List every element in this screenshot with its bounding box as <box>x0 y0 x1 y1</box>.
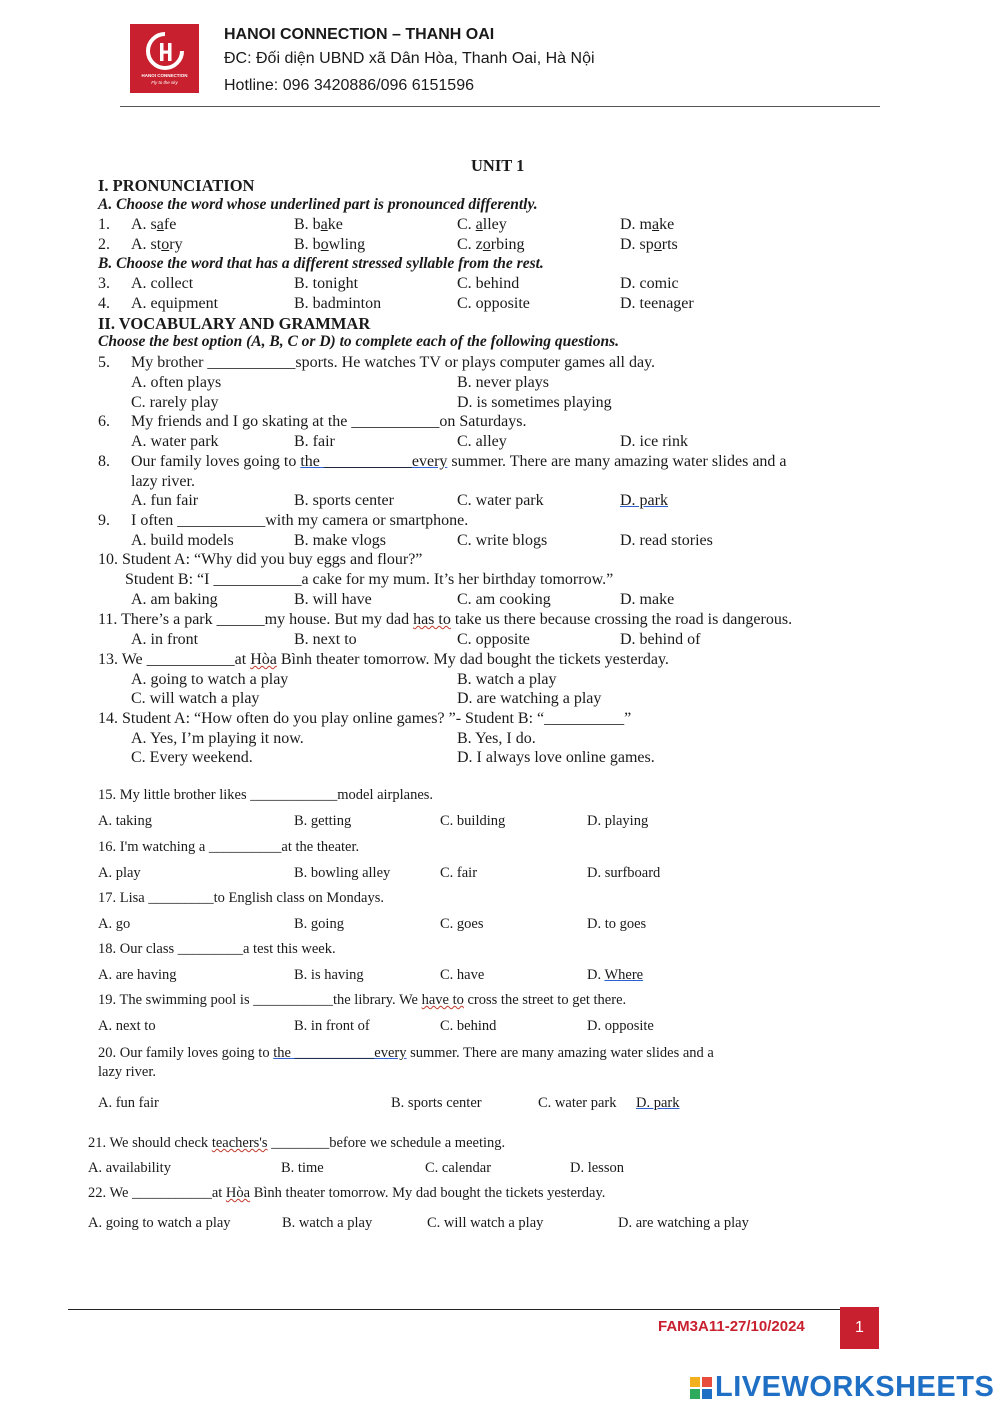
option-a[interactable]: A. fun fair <box>131 492 199 509</box>
question-text-line2: Student B: “I ___________a cake for my mum. It’s her birthday tomorrow.” <box>125 571 614 588</box>
option-d[interactable]: D. ice rink <box>620 433 688 450</box>
option-a[interactable]: A. are having <box>98 967 177 983</box>
option-c[interactable]: C. am cooking <box>457 591 551 608</box>
option-a[interactable]: A. fun fair <box>98 1095 159 1111</box>
option-a[interactable]: A. going to watch a play <box>131 671 289 688</box>
option-b[interactable]: B. bowling alley <box>294 865 391 881</box>
option-d[interactable]: D. comic <box>620 275 679 292</box>
company-logo <box>130 24 199 93</box>
option-b[interactable]: B. watch a play <box>282 1215 373 1231</box>
option-c[interactable]: C. rarely play <box>131 394 219 411</box>
option-b[interactable]: B. getting <box>294 813 352 829</box>
page-number: 1 <box>840 1307 879 1349</box>
option-a[interactable]: A. going to watch a play <box>88 1215 231 1231</box>
option-b[interactable]: B. badminton <box>294 295 382 312</box>
option-c[interactable]: C. alley <box>457 433 507 450</box>
question-number: 1. <box>98 216 110 233</box>
option-a[interactable]: A. build models <box>131 532 234 549</box>
question-number: 5. <box>98 354 110 371</box>
option-d[interactable]: D. read stories <box>620 532 713 549</box>
question-text: 18. Our class _________a test this week. <box>98 941 336 957</box>
question-number: 8. <box>98 453 110 470</box>
liveworksheets-wordmark: LIVEWORKSHEETS <box>715 1371 995 1403</box>
question-text-line2: lazy river. <box>98 1064 156 1080</box>
section-vocab: II. VOCABULARY AND GRAMMAR <box>98 314 371 333</box>
header-address: ĐC: Đối diện UBND xã Dân Hòa, Thanh Oai, Hà Nội <box>224 50 595 67</box>
option-d[interactable]: D. teenager <box>620 295 694 312</box>
option-c[interactable]: C. zorbing <box>457 236 525 253</box>
question-text: 20. Our family loves going to the ___________every summer. There are many amazing water slides and a <box>98 1045 714 1061</box>
option-a[interactable]: A. go <box>98 916 131 932</box>
option-d[interactable]: D. make <box>620 216 675 233</box>
option-c[interactable]: C. fair <box>440 865 478 881</box>
option-d[interactable]: D. make <box>620 591 675 608</box>
option-d[interactable]: D. sports <box>620 236 678 253</box>
option-a[interactable]: A. often plays <box>131 374 222 391</box>
option-a[interactable]: A. play <box>98 865 141 881</box>
instruction-b: B. Choose the word that has a different stressed syllable from the rest. <box>98 255 544 272</box>
option-a[interactable]: A. am baking <box>131 591 218 608</box>
question-text: 17. Lisa _________to English class on Mondays. <box>98 890 384 906</box>
option-b[interactable]: B. in front of <box>294 1018 370 1034</box>
option-d[interactable]: D. I always love online games. <box>457 749 655 766</box>
option-d[interactable]: D. playing <box>587 813 649 829</box>
option-c[interactable]: C. write blogs <box>457 532 548 549</box>
option-b[interactable]: B. Yes, I do. <box>457 730 536 747</box>
question-text: 16. I'm watching a __________at the theater. <box>98 839 360 855</box>
option-d[interactable]: D. are watching a play <box>457 690 602 707</box>
option-b[interactable]: B. bowling <box>294 236 366 253</box>
option-c[interactable]: C. behind <box>440 1018 497 1034</box>
option-d[interactable]: D. opposite <box>587 1018 654 1034</box>
option-c[interactable]: C. alley <box>457 216 507 233</box>
section-pronunciation: I. PRONUNCIATION <box>98 176 255 195</box>
option-b[interactable]: B. bake <box>294 216 343 233</box>
option-b[interactable]: B. watch a play <box>457 671 557 688</box>
option-c[interactable]: C. will watch a play <box>131 690 260 707</box>
logo-name: HANOI CONNECTION <box>141 73 188 78</box>
option-d[interactable]: D. surfboard <box>587 865 661 881</box>
option-c[interactable]: C. have <box>440 967 485 983</box>
logo-slogan: Fly to the sky <box>151 80 178 85</box>
question-text: 22. We ___________at Hòa Bình theater tomorrow. My dad bought the tickets yesterday. <box>88 1185 606 1201</box>
question-text: 10. Student A: “Why did you buy eggs and flour?” <box>98 551 423 568</box>
option-a[interactable]: A. next to <box>98 1018 156 1034</box>
option-d[interactable]: D. Where <box>587 967 644 983</box>
header-title: HANOI CONNECTION – THANH OAI <box>224 26 495 43</box>
option-c[interactable]: C. behind <box>457 275 520 292</box>
option-a[interactable]: A. collect <box>131 275 194 292</box>
option-b[interactable]: B. tonight <box>294 275 359 292</box>
question-text: 13. We ___________at Hòa Bình theater tomorrow. My dad bought the tickets yesterday. <box>98 651 669 668</box>
option-c[interactable]: C. Every weekend. <box>131 749 253 766</box>
option-a[interactable]: A. availability <box>88 1160 171 1176</box>
option-c[interactable]: C. calendar <box>425 1160 492 1176</box>
option-c[interactable]: C. will watch a play <box>427 1215 544 1231</box>
option-c[interactable]: C. goes <box>440 916 484 932</box>
question-number: 6. <box>98 413 110 430</box>
instruction-a: A. Choose the word whose underlined part is pronounced differently. <box>98 196 538 213</box>
question-text: My brother ___________sports. He watches TV or plays computer games all day. <box>131 354 656 371</box>
option-a[interactable]: A. Yes, I’m playing it now. <box>131 730 304 747</box>
question-text: I often ___________with my camera or smartphone. <box>131 512 469 529</box>
header-divider <box>120 106 880 107</box>
question-number: 2. <box>98 236 110 253</box>
unit-title: UNIT 1 <box>471 156 525 175</box>
instruction-c: Choose the best option (A, B, C or D) to complete each of the following questions. <box>98 333 619 350</box>
option-b[interactable]: B. sports center <box>294 492 394 509</box>
option-a[interactable]: A. in front <box>131 631 199 648</box>
option-b[interactable]: B. never plays <box>457 374 549 391</box>
option-a[interactable]: A. taking <box>98 813 152 829</box>
option-c[interactable]: C. water park <box>457 492 544 509</box>
option-a[interactable]: A. safe <box>131 216 177 233</box>
option-d[interactable]: D. park <box>636 1095 680 1111</box>
option-c[interactable]: C. opposite <box>457 295 530 312</box>
option-d[interactable]: D. lesson <box>570 1160 624 1176</box>
gh-logo-icon <box>145 31 185 71</box>
question-text: 19. The swimming pool is ___________the library. We have to cross the street to get there. <box>98 992 627 1008</box>
option-b[interactable]: B. fair <box>294 433 335 450</box>
option-b[interactable]: B. sports center <box>391 1095 482 1111</box>
question-text: 21. We should check teachers's ________before we schedule a meeting. <box>88 1135 506 1151</box>
option-d[interactable]: D. to goes <box>587 916 647 932</box>
option-b[interactable]: B. next to <box>294 631 357 648</box>
option-d[interactable]: D. is sometimes playing <box>457 394 612 411</box>
option-a[interactable]: A. equipment <box>131 295 219 312</box>
option-c[interactable]: C. water park <box>538 1095 617 1111</box>
question-text: My friends and I go skating at the ___________on Saturdays. <box>131 413 527 430</box>
question-text: 15. My little brother likes ____________model airplanes. <box>98 787 434 803</box>
footer-divider <box>68 1309 865 1310</box>
question-text: 11. There’s a park ______my house. But my dad has to take us there because crossing the road is dangerous. <box>98 611 793 628</box>
question-text-line2: lazy river. <box>131 473 195 490</box>
option-d[interactable]: D. park <box>620 492 668 509</box>
option-a[interactable]: A. water park <box>131 433 219 450</box>
option-c[interactable]: C. building <box>440 813 506 829</box>
question-number: 3. <box>98 275 110 292</box>
option-c[interactable]: C. opposite <box>457 631 530 648</box>
option-b[interactable]: B. is having <box>294 967 364 983</box>
question-number: 9. <box>98 512 110 529</box>
option-d[interactable]: D. are watching a play <box>618 1215 749 1231</box>
question-text: Our family loves going to the ___________every summer. There are many amazing water slides and a <box>131 453 787 470</box>
option-b[interactable]: B. will have <box>294 591 372 608</box>
question-number: 4. <box>98 295 110 312</box>
option-a[interactable]: A. story <box>131 236 183 253</box>
option-b[interactable]: B. time <box>281 1160 324 1176</box>
option-d[interactable]: D. behind of <box>620 631 701 648</box>
option-b[interactable]: B. going <box>294 916 344 932</box>
question-text: 14. Student A: “How often do you play online games? ”- Student B: “__________” <box>98 710 632 727</box>
liveworksheets-logo-icon <box>690 1377 712 1399</box>
option-b[interactable]: B. make vlogs <box>294 532 386 549</box>
footer-code: FAM3A11-27/10/2024 <box>658 1318 805 1335</box>
header-hotline: Hotline: 096 3420886/096 6151596 <box>224 77 474 94</box>
